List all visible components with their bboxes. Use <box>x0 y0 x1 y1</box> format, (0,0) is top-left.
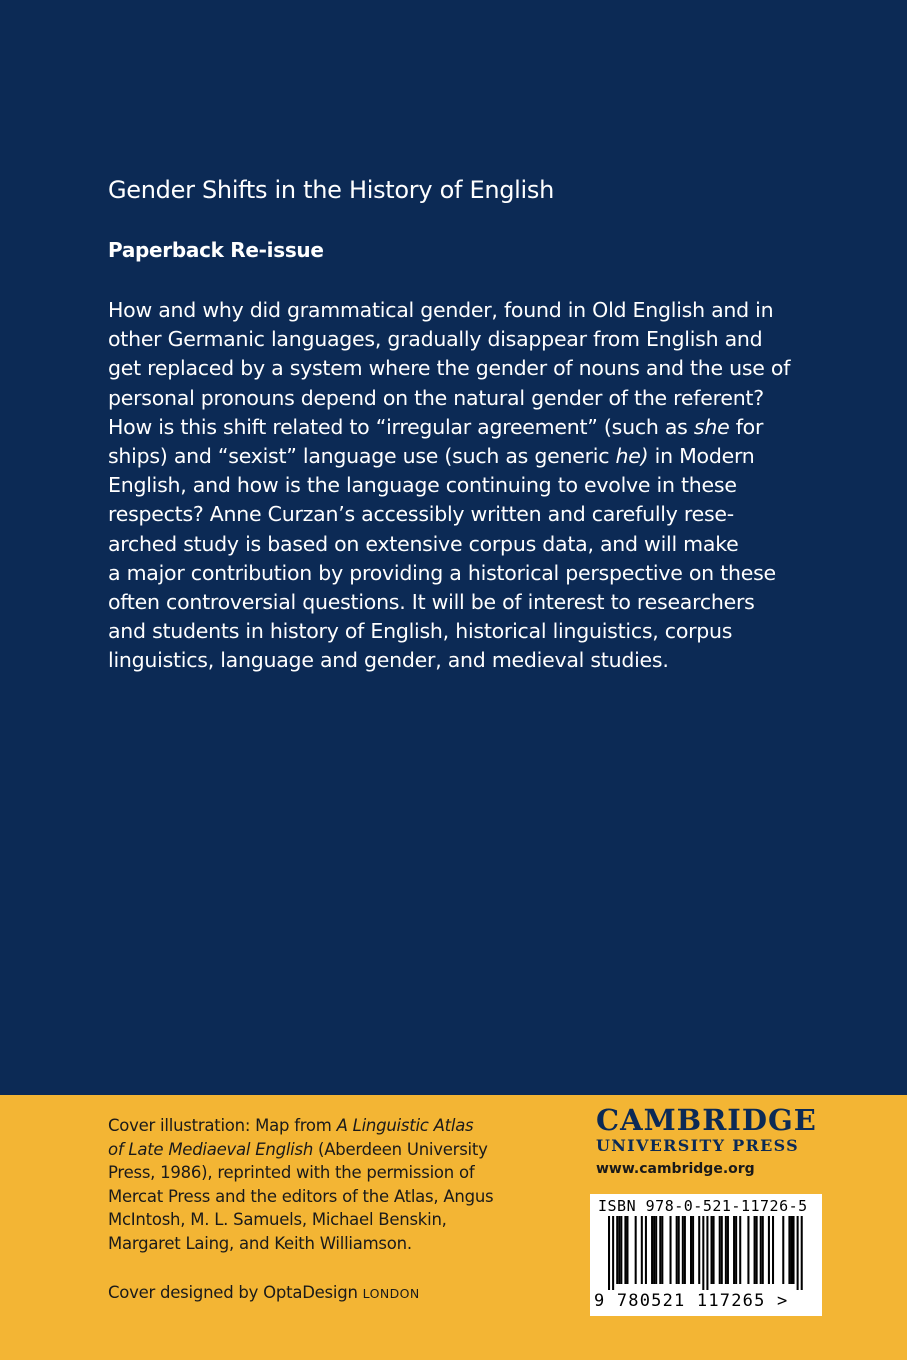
credit-line <box>108 1185 528 1209</box>
barcode-bar <box>711 1216 713 1284</box>
barcode-bar <box>651 1216 653 1284</box>
barcode-bar <box>727 1216 729 1284</box>
description-line <box>108 500 808 529</box>
barcode-bar <box>676 1216 678 1284</box>
barcode-bar <box>659 1216 661 1284</box>
description-line <box>108 471 808 500</box>
description-line-segment: ships) and “sexist” language use (such as generic <box>108 444 616 469</box>
cover-illustration-credit <box>108 1114 528 1256</box>
description-line <box>108 617 808 646</box>
credit-line-segment: (Aberdeen University <box>313 1139 488 1159</box>
barcode-bar <box>801 1216 803 1290</box>
barcode-bar <box>618 1216 620 1284</box>
barcode-bar <box>768 1216 770 1284</box>
description-line <box>108 325 808 354</box>
barcode-bar <box>782 1216 784 1284</box>
credit-line-segment: Cover illustration: Map from <box>108 1116 337 1135</box>
credit-line <box>108 1208 528 1232</box>
publisher-logo <box>596 1104 826 1177</box>
barcode-bar <box>698 1216 700 1284</box>
barcode-bar <box>690 1216 692 1284</box>
description-line <box>108 384 808 413</box>
credit-line-segment: A Linguistic Atlas <box>336 1116 474 1135</box>
barcode-bar <box>762 1216 764 1284</box>
barcode-bar <box>684 1216 686 1284</box>
barcode-bar <box>733 1216 735 1284</box>
barcode-bar <box>797 1216 799 1290</box>
designer-credit-text: Cover designed by OptaDesign <box>108 1283 358 1302</box>
description-line-segment: get replaced by a system where the gender of nouns and the use of <box>108 356 791 381</box>
barcode-bar <box>655 1216 657 1284</box>
publisher-press: UNIVERSITY PRESS <box>596 1136 799 1155</box>
credit-line-segment: Mercat Press and the editors of the Atlas, Angus <box>108 1186 494 1206</box>
barcode-bar <box>635 1216 637 1284</box>
barcode-bar <box>661 1216 663 1284</box>
description-line <box>108 530 808 559</box>
barcode-bar <box>706 1216 708 1290</box>
description-line-segment: a major contribution by providing a historical perspective on these <box>108 560 776 585</box>
description-line-segment: How and why did grammatical gender, found in Old English and in <box>108 298 774 322</box>
description-line-segment: respects? Anne Curzan’s accessibly written and carefully rese- <box>108 502 734 527</box>
book-description <box>108 296 808 676</box>
barcode-bar <box>756 1216 758 1284</box>
barcode-bar <box>608 1216 610 1290</box>
barcode-bar <box>702 1216 704 1290</box>
barcode-bar <box>754 1216 756 1284</box>
credit-line-segment: of Late Mediaeval English <box>108 1139 314 1159</box>
barcode-bar <box>653 1216 655 1284</box>
description-line <box>108 354 808 383</box>
barcode-bar <box>725 1216 727 1284</box>
designer-credit <box>108 1283 420 1302</box>
description-line-segment: he) <box>615 444 649 469</box>
credit-line <box>108 1232 528 1256</box>
description-line <box>108 413 808 442</box>
description-line-segment: for <box>729 414 764 439</box>
barcode-bar <box>612 1216 614 1290</box>
credit-line <box>108 1138 528 1162</box>
credit-line <box>108 1161 528 1185</box>
description-line-segment: and students in history of English, historical linguistics, corpus <box>108 619 733 644</box>
barcode-bar <box>678 1216 680 1284</box>
description-line-segment: personal pronouns depend on the natural gender of the referent? <box>108 385 764 410</box>
description-line-segment: she <box>693 414 730 439</box>
barcode-bar <box>645 1216 647 1284</box>
barcode-box <box>590 1194 822 1316</box>
description-line <box>108 442 808 471</box>
publisher-url: www.cambridge.org <box>596 1161 755 1177</box>
barcode-bar <box>692 1216 694 1284</box>
publisher-name: CAMBRIDGE <box>596 1103 817 1137</box>
description-line-segment: English, and how is the language continuing to evolve in these <box>108 473 737 498</box>
barcode-bar <box>626 1216 628 1284</box>
barcode-bar <box>719 1216 721 1284</box>
barcode-bar <box>713 1216 715 1284</box>
barcode-bar <box>735 1216 737 1284</box>
barcode-bar <box>793 1216 795 1284</box>
barcode-bar <box>682 1216 684 1284</box>
description-line <box>108 646 808 675</box>
barcode-bar <box>670 1216 672 1284</box>
credit-line-segment: Press, 1986), reprinted with the permission of <box>108 1163 475 1183</box>
description-line-segment: in Modern <box>648 444 755 469</box>
description-line <box>108 296 808 325</box>
edition-label: Paperback Re-issue <box>108 238 324 262</box>
book-title: Gender Shifts in the History of English <box>108 176 555 204</box>
description-line-segment: How is this shift related to “irregular agreement” (such as <box>108 414 694 439</box>
credit-line <box>108 1114 528 1138</box>
barcode-bar <box>721 1216 723 1284</box>
barcode-bar <box>620 1216 622 1284</box>
barcode-bar <box>788 1216 790 1284</box>
barcode-bar <box>790 1216 792 1284</box>
barcode-bar <box>624 1216 626 1284</box>
description-line-segment: other Germanic languages, gradually disappear from English and <box>108 327 763 352</box>
designer-city: LONDON <box>362 1286 420 1301</box>
barcode-icon <box>590 1216 822 1290</box>
barcode-bar <box>739 1216 741 1284</box>
description-line-segment: often controversial questions. It will be of interest to researchers <box>108 590 755 615</box>
barcode-bar <box>772 1216 774 1284</box>
credit-line-segment: Margaret Laing, and Keith Williamson. <box>108 1233 412 1253</box>
barcode-bar <box>747 1216 749 1284</box>
barcode-bar <box>760 1216 762 1284</box>
description-line <box>108 588 808 617</box>
description-line-segment: arched study is based on extensive corpus data, and will make <box>108 531 739 556</box>
barcode-bar <box>641 1216 643 1284</box>
description-line <box>108 559 808 588</box>
barcode-digits: 9 780521 117265 > <box>594 1291 789 1311</box>
description-line-segment: linguistics, language and gender, and medieval studies. <box>108 648 669 673</box>
barcode-bar <box>616 1216 618 1284</box>
credit-line-segment: McIntosh, M. L. Samuels, Michael Benskin, <box>108 1210 447 1230</box>
isbn-label: ISBN 978-0-521-11726-5 <box>598 1197 808 1215</box>
